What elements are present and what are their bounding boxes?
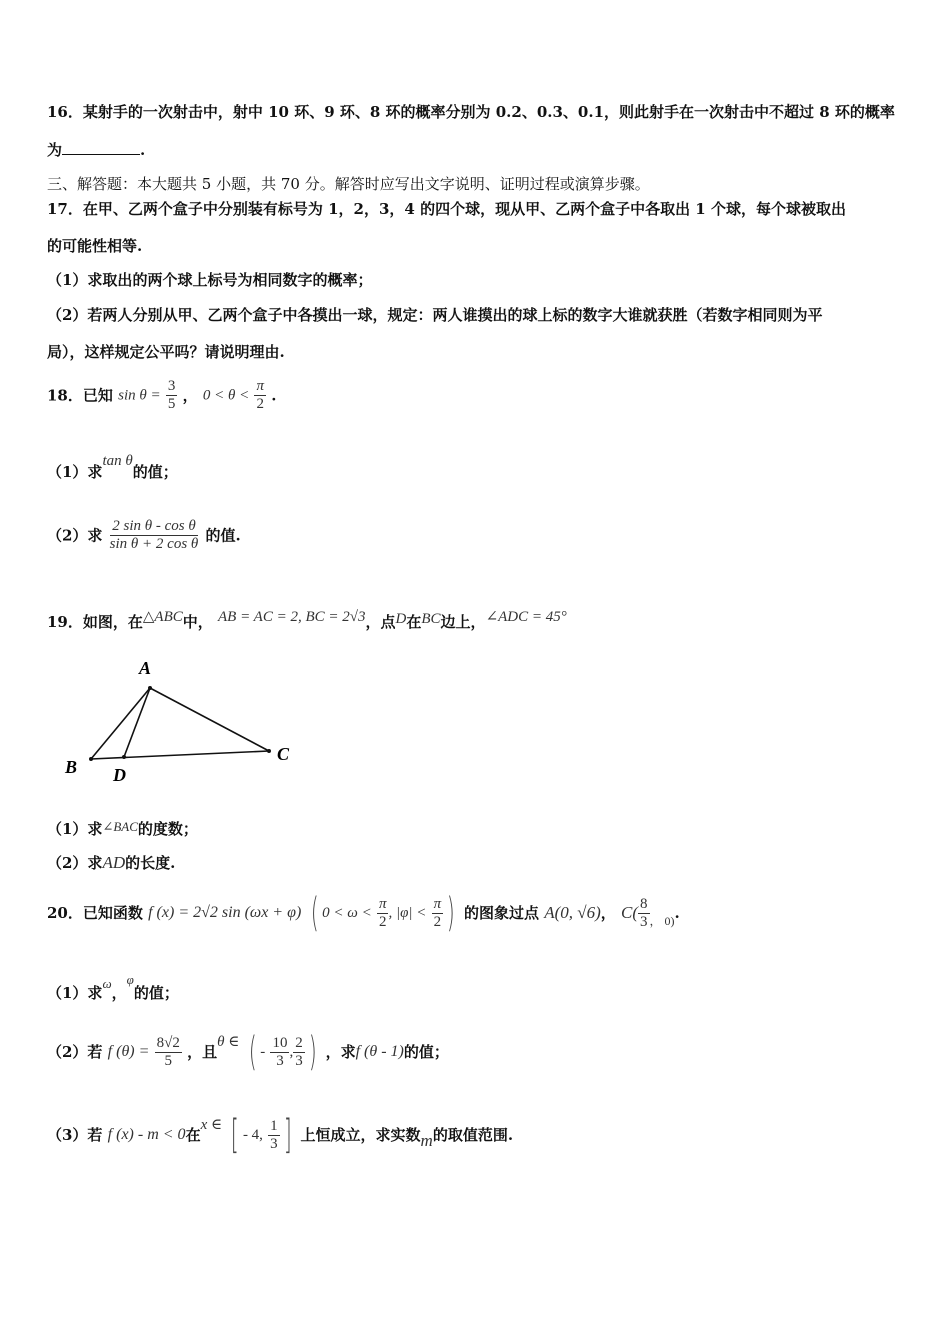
q19-p1-label: （1）求 [47, 820, 103, 838]
q20-cond-frac2-num: π [433, 895, 442, 912]
q17-line2: 的可能性相等. [47, 237, 143, 255]
q20-p2-mid: ，且 [187, 1043, 218, 1061]
triangle-figure [55, 650, 315, 790]
q17-line1: 17．在甲、乙两个盒子中分别装有标号为 1，2，3，4 的四个球，现从甲、乙两个盒子中各取出 1 个球，每个球被取出 [47, 200, 846, 218]
q20-cond-mid: , |φ| < [388, 905, 427, 921]
q18-p2-label: （2）求 [47, 526, 103, 545]
q20-p2-int-frac2 [293, 1035, 305, 1070]
q20-phi: φ [126, 972, 134, 987]
q20-p2-num: 8√2 [156, 1034, 180, 1051]
q16-line1: 16．某射手的一次射击中，射中 10 环、9 环、8 环的概率分别为 0.2、0.3、0.1，则此射手在一次射击中不超过 8 环的概率 [47, 103, 895, 121]
q20-p3-label: （3）若 [47, 1126, 103, 1144]
q20-omega: ω [102, 976, 112, 991]
q20-prefix: 20．已知函数 [47, 904, 143, 922]
q20-p2-int-num1: 10 [272, 1034, 288, 1051]
q19-point-d: D [395, 611, 407, 627]
edge-ab [91, 688, 150, 759]
q18-range-expr: 0 < θ < [202, 387, 250, 404]
edge-ad [124, 688, 150, 757]
q18-p1-expr: tan θ [102, 453, 133, 469]
edge-ac [150, 688, 269, 751]
q18-p1-suffix: 的值； [132, 463, 178, 481]
q16-line2-prefix: 为 [47, 141, 63, 159]
q20-p3-x: x ∈ [200, 1117, 223, 1133]
q18-p1-label: （1）求 [47, 463, 103, 481]
q20-p3-den: 3 [270, 1135, 278, 1152]
q20-p1-suffix: 的值； [133, 984, 179, 1002]
q18-part1 [47, 453, 178, 483]
q20-p2-theta: θ ∈ [217, 1034, 240, 1050]
label-d: D [113, 765, 126, 785]
q20-p1-comma: ， [111, 984, 127, 1002]
q20-p2-int-sep: , [289, 1044, 294, 1060]
q19-p2-expr: AD [102, 853, 126, 872]
q19-stem [47, 609, 567, 633]
q20-point-c-post: ， 0) [649, 914, 675, 928]
q18-stem [47, 378, 276, 413]
vertex-c [267, 749, 271, 753]
q19-p1-suffix: 的度数； [137, 820, 198, 838]
q20-mid: 的图象过点 [463, 904, 539, 922]
q18-prefix: 18．已知 [47, 386, 113, 405]
section-heading: 三、解答题：本大题共 5 小题，共 70 分。解答时应写出文字说明、证明过程或演算步骤。 [47, 175, 650, 193]
q20-p2-den: 5 [164, 1052, 173, 1069]
q18-range-fraction [254, 378, 266, 413]
q20-point-a: A(0, √6) [544, 903, 601, 922]
q20-point-c-pre: C( [621, 903, 639, 922]
q19-segment: BC [421, 611, 441, 627]
q20-cond-pre: 0 < ω < [322, 905, 372, 921]
q19-prefix: 19．如图，在 [47, 613, 143, 631]
q18-sin-fraction [166, 378, 178, 413]
q20-comma: ， [600, 904, 616, 922]
q20-p2-int-frac1 [270, 1035, 289, 1070]
q20-p2-suffix: 的值； [403, 1043, 449, 1061]
vertex-b [89, 757, 93, 761]
q20-p3-bracket-close: ] [283, 1112, 292, 1158]
label-c: C [277, 744, 290, 764]
q18-p2-fraction [108, 518, 201, 553]
q20-p3-mid2: 上恒成立，求实数 [300, 1126, 421, 1144]
q18-sin-den: 5 [167, 396, 176, 412]
q20-cond-frac1-num: π [378, 895, 387, 912]
q19-angle: ∠ADC = 45° [485, 609, 567, 625]
q16-line2-suffix: . [140, 141, 146, 159]
q20-p2-fraction [155, 1035, 182, 1070]
q20-p2-int-a: - [260, 1044, 266, 1060]
q20-p2-mid2: ，求 [325, 1043, 356, 1061]
q20-paren-close: ) [447, 890, 455, 936]
q19-part1 [47, 819, 198, 840]
vertex-d [122, 755, 126, 759]
q20-part1 [47, 972, 179, 1004]
q20-p3-suffix: 的取值范围. [432, 1126, 514, 1144]
q20-p2-int-num2: 2 [295, 1034, 303, 1051]
q20-p2-int-den1: 3 [276, 1052, 284, 1069]
q20-c-den: 3 [640, 913, 648, 930]
q19-triangle: △ABC [142, 609, 183, 625]
q20-end: . [674, 904, 680, 922]
q17-part2-line2: 局），这样规定公平吗？请说明理由. [47, 343, 285, 361]
q18-part2 [47, 518, 241, 553]
q19-mid3: 在 [406, 613, 422, 631]
q20-p2-int-den2: 3 [295, 1052, 303, 1069]
q20-p3-m: m [420, 1131, 433, 1150]
q20-p2-paren-open: ( [248, 1029, 257, 1075]
q20-p2-expr: f (θ) = [107, 1043, 150, 1060]
q20-cond-frac2-den: 2 [433, 913, 442, 930]
edge-bc [91, 751, 269, 759]
q18-end: . [271, 386, 277, 405]
q18-range-num: π [256, 378, 264, 394]
q20-point-c-frac [638, 896, 650, 931]
label-a: A [139, 658, 152, 678]
answer-blank [62, 140, 140, 155]
q19-p2-suffix: 的长度. [125, 854, 176, 872]
q18-sin-expr: sin θ = [118, 387, 161, 404]
q19-mid2: ，点 [365, 613, 396, 631]
q20-p2-label: （2）若 [47, 1043, 103, 1061]
q20-p2-paren-close: ) [308, 1029, 317, 1075]
q20-part3 [47, 1112, 514, 1158]
q20-p2-expr2: f (θ - 1) [355, 1043, 404, 1060]
q18-p2-suffix: 的值. [205, 526, 241, 545]
q19-mid1: 中， [182, 613, 213, 631]
q20-p3-int: - 4, [242, 1127, 263, 1143]
q18-comma: ， [182, 386, 198, 405]
vertex-a [148, 686, 152, 690]
q17-part1: （1）求取出的两个球上标号为相同数字的概率； [47, 271, 373, 289]
q20-paren-open: ( [310, 890, 319, 936]
q18-p2-num: 2 sin θ - cos θ [112, 518, 196, 534]
q18-range-den: 2 [256, 396, 264, 412]
q20-stem [47, 890, 680, 936]
q20-p3-bracket-open: [ [231, 1112, 240, 1158]
q20-cond-frac1 [377, 896, 389, 931]
q18-p2-den: sin θ + 2 cos θ [109, 536, 199, 552]
q18-sin-num: 3 [167, 378, 176, 394]
q19-p2-label: （2）求 [47, 854, 103, 872]
q19-condition: AB = AC = 2, BC = 2√3 [218, 609, 366, 625]
q20-cond-frac1-den: 2 [378, 913, 387, 930]
q20-p3-expr: f (x) - m < 0 [107, 1126, 186, 1143]
q20-p3-mid: 在 [185, 1126, 201, 1144]
q20-part2 [47, 1029, 449, 1075]
q19-mid4: 边上， [440, 613, 486, 631]
q19-part2 [47, 853, 175, 873]
label-b: B [65, 757, 78, 777]
q20-p3-num: 1 [270, 1117, 278, 1134]
q16-line2 [47, 140, 145, 160]
q20-p1-label: （1）求 [47, 984, 103, 1002]
q20-c-num: 8 [640, 895, 648, 912]
q20-cond-frac2 [432, 896, 444, 931]
q17-part2-line1: （2）若两人分别从甲、乙两个盒子中各摸出一球，规定：两人谁摸出的球上标的数字大谁就获胜（若数字相同则为平 [47, 306, 823, 324]
q20-function: f (x) = 2√2 sin (ωx + φ) [148, 904, 302, 921]
q19-p1-expr: ∠BAC [102, 819, 138, 834]
q20-p3-fraction [268, 1118, 280, 1153]
